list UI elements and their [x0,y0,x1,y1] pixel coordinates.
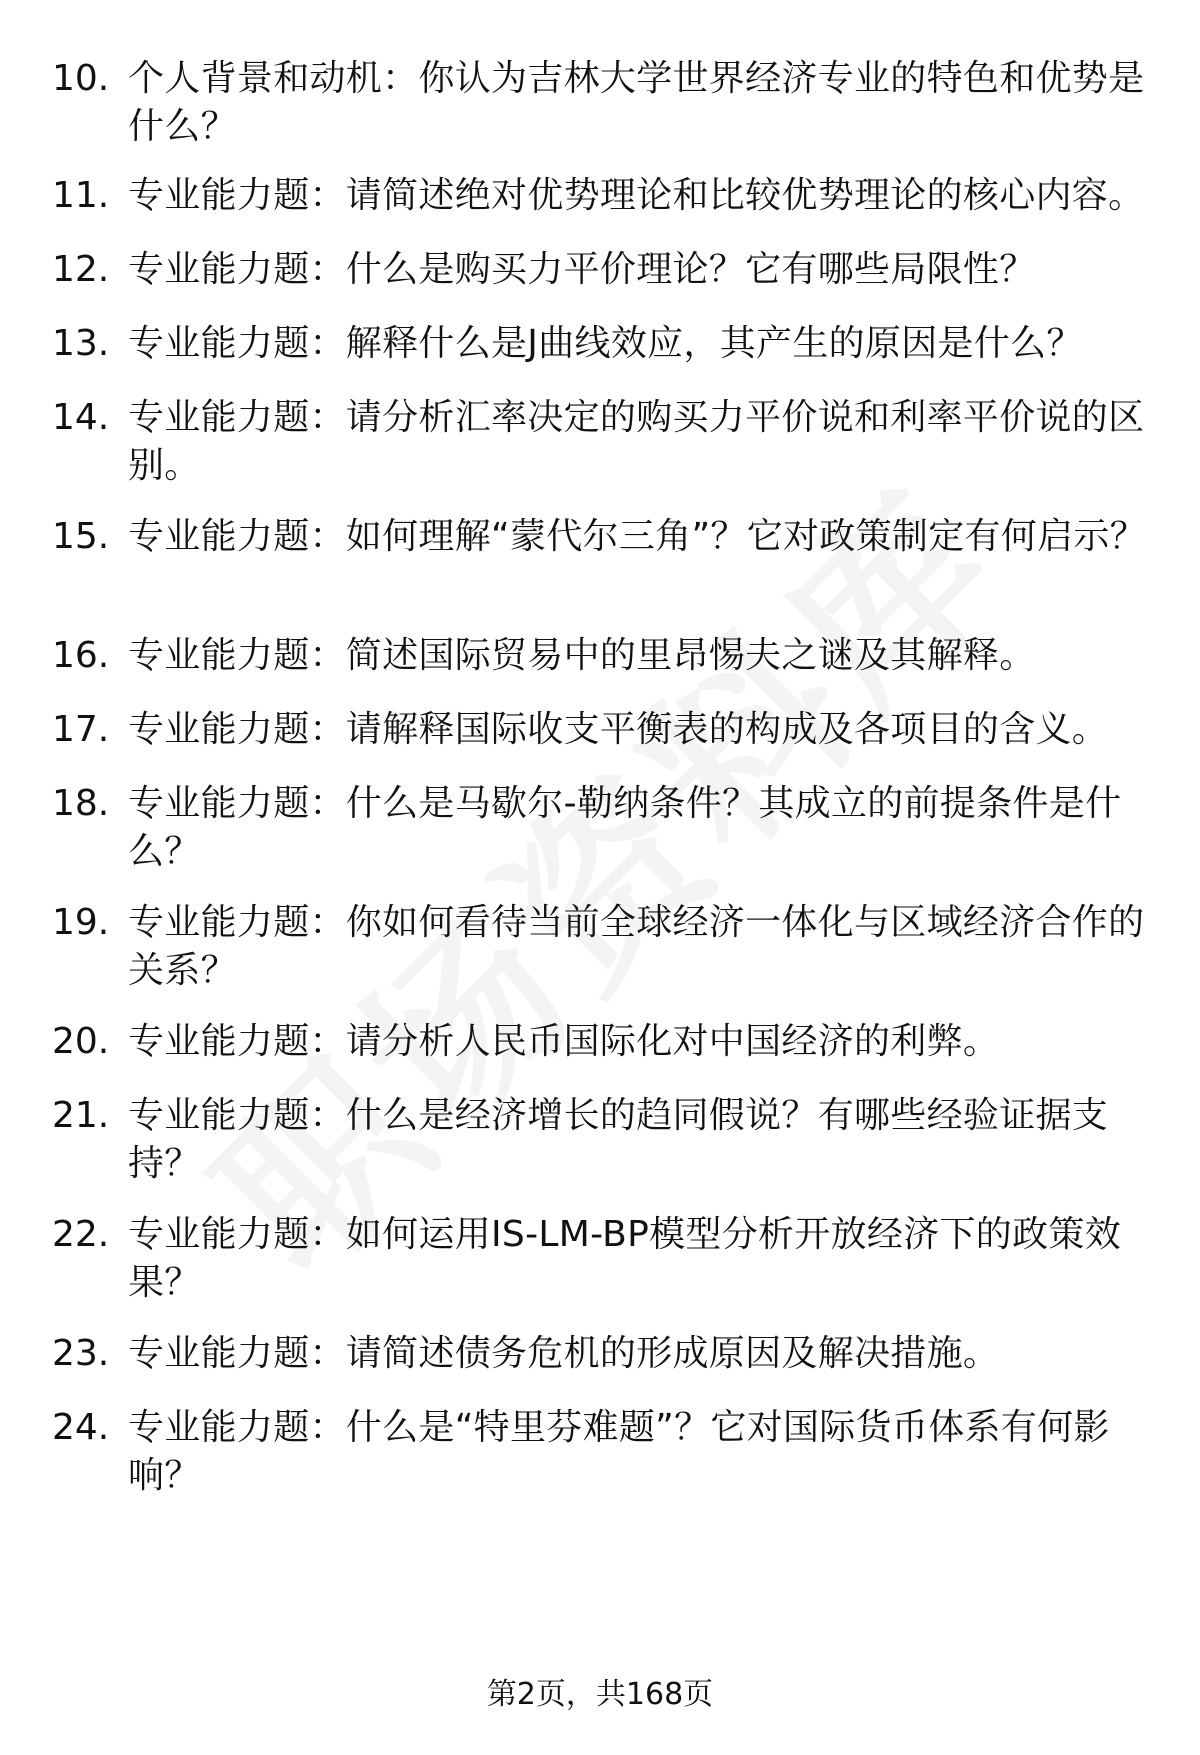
question-text: 专业能力题：请简述绝对优势理论和比较优势理论的核心内容。 [128,175,1145,216]
list-item [52,320,1152,368]
question-text: 专业能力题：什么是经济增长的趋同假说？有哪些经验证据支持？ [128,1095,1109,1184]
question-number: 17. [52,709,110,750]
list-item [52,706,1152,754]
page-number: 第2页，共168页 [486,1677,714,1712]
list-item [52,394,1152,490]
list-item [52,1330,1152,1378]
question-number: 16. [52,635,110,676]
question-text: 专业能力题：请简述债务危机的形成原因及解决措施。 [128,1333,1000,1374]
list-item [52,1092,1152,1188]
question-number: 15. [52,516,110,557]
question-number: 13. [52,323,110,364]
list-item [52,899,1152,995]
question-number: 22. [52,1214,110,1255]
list-item [52,1404,1152,1500]
question-text: 专业能力题：解释什么是J曲线效应，其产生的原因是什么？ [128,323,1083,364]
question-text: 专业能力题：什么是马歇尔-勒纳条件？其成立的前提条件是什么？ [128,783,1122,872]
list-item [52,1018,1152,1066]
question-text: 专业能力题：请分析人民币国际化对中国经济的利弊。 [128,1021,1000,1062]
list-item [52,172,1152,220]
question-number: 21. [52,1095,110,1136]
question-number: 11. [52,175,110,216]
list-item [52,632,1152,680]
question-text: 专业能力题：简述国际贸易中的里昂惕夫之谜及其解释。 [128,635,1036,676]
list-item [52,55,1152,151]
question-text: 专业能力题：请分析汇率决定的购买力平价说和利率平价说的区别。 [128,397,1145,486]
question-text: 专业能力题：请解释国际收支平衡表的构成及各项目的含义。 [128,709,1109,750]
question-text: 专业能力题：如何运用IS-LM-BP模型分析开放经济下的政策效果？ [128,1214,1121,1303]
question-text: 专业能力题：什么是购买力平价理论？它有哪些局限性？ [128,249,1036,290]
list-item [52,780,1152,876]
question-number: 18. [52,783,110,824]
list-item [52,246,1152,294]
question-number: 23. [52,1333,110,1374]
question-number: 10. [52,58,110,99]
question-text: 个人背景和动机：你认为吉林大学世界经济专业的特色和优势是什么？ [128,58,1145,147]
question-number: 14. [52,397,110,438]
question-number: 20. [52,1021,110,1062]
list-item [52,513,1152,561]
question-text: 专业能力题：什么是“特里芬难题”？它对国际货币体系有何影响？ [128,1407,1110,1496]
list-item [52,1211,1152,1307]
question-text: 专业能力题：如何理解“蒙代尔三角”？它对政策制定有何启示？ [128,516,1147,557]
question-number: 12. [52,249,110,290]
question-text: 专业能力题：你如何看待当前全球经济一体化与区域经济合作的关系？ [128,902,1145,991]
question-number: 24. [52,1407,110,1448]
question-number: 19. [52,902,110,943]
